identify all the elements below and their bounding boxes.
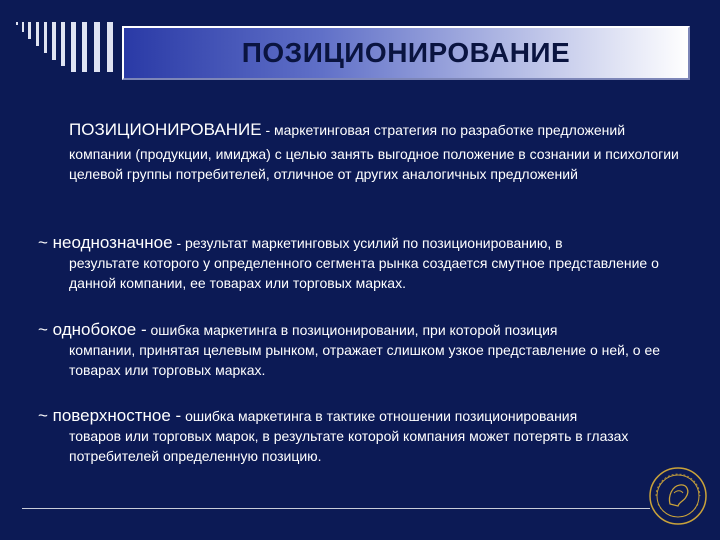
definition-term: ~ поверхностное -: [38, 406, 182, 425]
definition-first-line: - результат маркетинговых усилий по позиционированию, в: [172, 235, 563, 251]
definition-rest: товаров или торговых марок, в результате которой компания может потерять в глазах потребителей определенную позицию.: [69, 428, 629, 464]
definition-rest: компании, принятая целевым рынком, отражает слишком узкое представление о ней, о ее товарах или торговых марках.: [69, 342, 661, 378]
definition-term: ~ однобокое -: [38, 320, 147, 339]
university-seal-icon: [648, 466, 708, 526]
page-title: ПОЗИЦИОНИРОВАНИЕ: [241, 37, 571, 68]
title-banner: [122, 26, 690, 80]
definition-rest: результате которого у определенного сегмента рынка создается смутное представление о данной компании, ее товарах или торговых марках.: [69, 255, 659, 291]
definition-first-line: ошибка маркетинга в тактике отношении позиционирования: [181, 408, 578, 424]
definition-one-sided: [38, 320, 698, 380]
definition-rest: компании (продукции, имиджа) с целью занять выгодное положение в сознании и психологии целевой группы потребителей, отличное от других аналогичных предложений: [69, 146, 679, 182]
decorative-bars: [16, 18, 116, 68]
definition-superficial: [38, 406, 698, 466]
definition-ambiguous: [38, 233, 698, 293]
definition-first-line: ошибка маркетинга в позиционировании, при которой позиция: [146, 322, 558, 338]
definition-term: ПОЗИЦИОНИРОВАНИЕ: [69, 120, 262, 139]
definition-term: ~ неоднозначное: [38, 233, 173, 252]
footer-divider: [22, 508, 650, 509]
definition-first-line: - маркетинговая стратегия по разработке предложений: [261, 122, 626, 138]
definition-positioning: [69, 120, 709, 184]
